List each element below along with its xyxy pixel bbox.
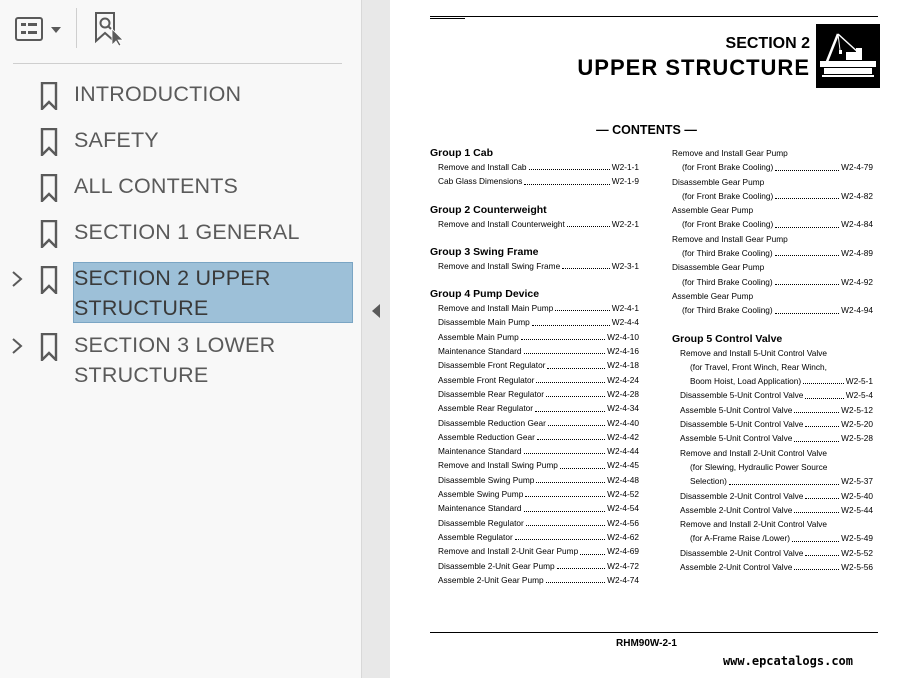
entry-title: Disassemble Main Pump [438, 317, 530, 328]
contents-entry[interactable] [672, 303, 873, 317]
entry-title: Assemble 5-Unit Control Valve [680, 404, 793, 415]
entry-page: W2-4-48 [607, 474, 639, 485]
entry-page: W2-4-10 [607, 331, 639, 342]
bookmark-label: SAFETY [74, 128, 159, 152]
bookmark-label-line2: STRUCTURE [74, 363, 209, 387]
contents-entry[interactable] [672, 175, 873, 189]
dot-leader [557, 559, 606, 569]
dot-leader [775, 189, 839, 199]
dot-leader [775, 246, 839, 256]
group-heading: Group 5 Control Valve [672, 332, 783, 345]
contents-entry[interactable] [430, 160, 639, 174]
entry-title: (for Travel, Front Winch, Rear Winch, [690, 361, 827, 372]
contents-entry[interactable] [430, 358, 639, 372]
dot-leader [548, 416, 605, 426]
section-number: SECTION 2 [725, 35, 810, 52]
contents-entry[interactable] [672, 388, 873, 402]
contents-entry[interactable] [430, 444, 639, 458]
entry-title: Disassemble 2-Unit Control Valve [680, 547, 804, 558]
contents-entry[interactable] [672, 446, 873, 460]
entry-page: W2-4-54 [607, 503, 639, 514]
entry-page: W2-5-40 [841, 490, 873, 501]
entry-title: Assemble Gear Pump [672, 205, 754, 216]
entry-title: Assemble 2-Unit Control Valve [680, 562, 793, 573]
dot-leader [805, 417, 839, 427]
bookmark-icon [40, 333, 58, 361]
entry-title: Maintenance Standard [438, 346, 522, 357]
contents-entry[interactable] [672, 431, 873, 445]
entry-title: Remove and Install Counterweight [438, 218, 565, 229]
dot-leader [803, 374, 844, 384]
dot-leader [526, 516, 605, 526]
entry-page: W2-4-79 [841, 162, 873, 173]
entry-title: (for Third Brake Cooling) [682, 248, 773, 259]
bookmark-section-1-general[interactable] [0, 217, 362, 249]
entry-title: (for Third Brake Cooling) [682, 276, 773, 287]
bookmark-icon [40, 220, 58, 248]
entry-title: Remove and Install 2-Unit Control Valve [680, 447, 827, 458]
dot-leader [546, 387, 605, 397]
dot-leader [805, 388, 843, 398]
contents-entry[interactable] [672, 546, 873, 560]
contents-entry[interactable] [430, 217, 639, 231]
entry-page: W2-1-1 [611, 162, 639, 172]
contents-right-column [672, 146, 873, 574]
dot-leader [775, 275, 839, 285]
list-options-icon [14, 15, 64, 45]
contents-entry[interactable] [430, 330, 639, 344]
entry-page: W2-4-89 [841, 248, 873, 259]
entry-page: W2-5-49 [841, 533, 873, 544]
dot-leader [524, 444, 606, 454]
toolbar-separator [76, 8, 77, 48]
entry-page: W2-4-92 [841, 276, 873, 287]
group-heading: Group 1 Cab [430, 147, 494, 159]
group-gap [430, 273, 639, 287]
bookmarks-toolbar [0, 0, 362, 60]
bookmark-label-line2: STRUCTURE [74, 296, 209, 320]
contents-entry[interactable] [672, 360, 873, 374]
dot-leader [524, 174, 609, 184]
entry-page: W2-5-52 [841, 547, 873, 558]
group-heading: Group 4 Pump Device [430, 288, 540, 301]
entry-title: Disassemble Front Regulator [438, 360, 546, 371]
contents-entry[interactable] [672, 346, 873, 360]
header-rule [430, 16, 878, 17]
group-gap [672, 318, 873, 332]
entry-title: Remove and Install Main Pump [438, 303, 554, 314]
dot-leader [562, 259, 610, 269]
entry-title: Remove and Install Gear Pump [672, 233, 788, 244]
contents-entry[interactable] [430, 501, 639, 515]
contents-entry[interactable] [430, 516, 639, 530]
contents-entry[interactable] [430, 473, 639, 487]
entry-page: W2-4-94 [841, 305, 873, 316]
bookmark-safety[interactable] [0, 125, 362, 157]
dot-leader [525, 487, 605, 497]
toolbar-divider [13, 63, 342, 64]
entry-page: W2-4-24 [607, 374, 639, 385]
contents-entry[interactable] [672, 403, 873, 417]
entry-title: Assemble 5-Unit Control Valve [680, 433, 793, 444]
dot-leader [555, 301, 610, 311]
dot-leader [529, 160, 610, 170]
dot-leader [794, 431, 839, 441]
entry-page: W2-3-1 [611, 260, 639, 271]
panel-collapse-bar[interactable] [362, 0, 390, 678]
entry-title: Remove and Install Swing Pump [438, 460, 558, 471]
entry-title: Remove and Install Cab [438, 162, 527, 172]
entry-title: Remove and Install Gear Pump [672, 148, 788, 158]
bookmark-section-2-upper-structure[interactable] [0, 263, 362, 323]
contents-entry[interactable] [430, 315, 639, 329]
contents-entry[interactable] [672, 189, 873, 203]
entry-page: W2-5-28 [841, 433, 873, 444]
entry-page: W2-2-1 [611, 218, 639, 229]
bookmark-search-icon [92, 11, 126, 47]
entry-title: Remove and Install 5-Unit Control Valve [680, 347, 827, 358]
header-rule-short [430, 18, 465, 19]
bookmark-section-3-lower-structure[interactable] [0, 330, 362, 390]
entry-title: Disassemble Reduction Gear [438, 417, 546, 428]
entry-title: Disassemble Swing Pump [438, 474, 535, 485]
contents-entry[interactable] [672, 289, 873, 303]
entry-title: Selection) [690, 476, 727, 487]
contents-entry[interactable] [672, 146, 873, 160]
group-gap [430, 189, 639, 203]
bookmark-label: ALL CONTENTS [74, 174, 239, 198]
watermark-url: www.epcatalogs.com [722, 654, 853, 668]
dot-leader [794, 560, 839, 570]
entry-title: (for Front Brake Cooling) [682, 162, 774, 173]
entry-page: W2-4-42 [607, 431, 639, 442]
entry-title: Disassemble 5-Unit Control Valve [680, 419, 804, 430]
contents-entry[interactable] [430, 458, 639, 472]
entry-title: Disassemble 2-Unit Control Valve [680, 490, 804, 501]
bookmark-label-line1: SECTION 2 UPPER [74, 266, 271, 290]
dot-leader [537, 430, 605, 440]
chevron-right-icon[interactable] [10, 337, 24, 355]
entry-title: Assemble Reduction Gear [438, 431, 535, 442]
entry-title: (for Front Brake Cooling) [682, 190, 774, 201]
contents-entry[interactable] [430, 373, 639, 387]
entry-page: W2-4-40 [607, 417, 639, 428]
contents-entry[interactable] [430, 344, 639, 358]
entry-title: Disassemble Gear Pump [672, 262, 765, 273]
contents-entry[interactable] [430, 430, 639, 444]
document-page [390, 0, 903, 678]
bookmark-options-button[interactable] [14, 15, 64, 50]
dot-leader [775, 160, 839, 170]
contents-entry[interactable] [672, 417, 873, 431]
contents-entry[interactable] [430, 416, 639, 430]
contents-entry[interactable] [672, 232, 873, 246]
entry-title: Disassemble Rear Regulator [438, 388, 545, 399]
entry-page: W2-5-56 [841, 562, 873, 573]
entry-page: W2-4-45 [607, 460, 639, 471]
entry-page: W2-4-62 [607, 531, 639, 542]
contents-entry[interactable] [430, 559, 639, 573]
contents-entry[interactable] [672, 503, 873, 517]
contents-entry[interactable] [672, 460, 873, 474]
entry-page: W2-5-44 [841, 504, 873, 515]
entry-title: Cab Glass Dimensions [438, 176, 523, 187]
entry-title: (for Front Brake Cooling) [682, 219, 774, 230]
entry-title: Assemble Swing Pump [438, 489, 524, 500]
entry-page: W2-4-72 [607, 560, 639, 571]
dot-leader [547, 358, 605, 368]
dot-leader [794, 503, 839, 513]
bookmark-icon [40, 266, 58, 294]
entry-title: (for Slewing, Hydraulic Power Source [690, 461, 828, 472]
contents-entry[interactable] [672, 260, 873, 274]
entry-page: W2-5-12 [841, 404, 873, 415]
dot-leader [536, 473, 605, 483]
dot-leader [775, 217, 839, 227]
crane-icon [816, 24, 880, 88]
entry-title: Maintenance Standard [438, 503, 522, 514]
contents-heading: — CONTENTS — [596, 123, 697, 137]
entry-title: Assemble Regulator [438, 531, 513, 542]
entry-page: W2-4-1 [611, 303, 639, 314]
entry-page: W2-4-84 [841, 219, 873, 230]
bookmarks-panel [0, 0, 362, 678]
entry-page: W2-5-20 [841, 419, 873, 430]
entry-title: Assemble 2-Unit Control Valve [680, 504, 793, 515]
bookmark-all-contents[interactable] [0, 171, 362, 203]
bookmark-introduction[interactable] [0, 79, 362, 111]
contents-entry[interactable] [430, 487, 639, 501]
contents-entry[interactable] [672, 217, 873, 231]
bookmark-icon [40, 82, 58, 110]
entry-title: Remove and Install 2-Unit Gear Pump [438, 546, 579, 557]
entry-page: W2-4-34 [607, 403, 639, 414]
bookmark-label-line1: SECTION 3 LOWER [74, 333, 276, 357]
dot-leader [805, 489, 839, 499]
contents-entry[interactable] [672, 474, 873, 488]
contents-entry[interactable] [430, 573, 639, 587]
bookmark-label: SECTION 1 GENERAL [74, 220, 300, 244]
group-heading: Group 2 Counterweight [430, 203, 547, 216]
bookmark-icon [40, 128, 58, 156]
entry-title: Remove and Install Swing Frame [438, 260, 561, 271]
entry-title: Assemble Front Regulator [438, 374, 535, 385]
dot-leader [524, 501, 606, 511]
entry-page: W2-4-44 [607, 446, 639, 457]
dot-leader [546, 573, 606, 583]
contents-entry[interactable] [672, 560, 873, 574]
entry-title: Disassemble Regulator [438, 517, 524, 528]
dot-leader [536, 373, 605, 383]
entry-page: W2-4-28 [607, 388, 639, 399]
contents-entry[interactable] [430, 259, 639, 273]
contents-entry[interactable] [430, 544, 639, 558]
entry-page: W2-5-1 [845, 376, 873, 387]
dot-leader [729, 474, 839, 484]
entry-title: (for Third Brake Cooling) [682, 305, 773, 316]
entry-title: Assemble Rear Regulator [438, 403, 533, 414]
contents-entry[interactable] [672, 517, 873, 531]
entry-title: (for A-Frame Raise /Lower) [690, 533, 791, 544]
entry-title: Disassemble 2-Unit Gear Pump [438, 560, 555, 571]
dot-leader [794, 403, 839, 413]
crane-logo [816, 24, 880, 88]
entry-page: W2-4-69 [607, 546, 639, 557]
contents-entry[interactable] [672, 160, 873, 174]
entry-title: Assemble Main Pump [438, 331, 519, 342]
dot-leader [580, 544, 605, 554]
contents-entry[interactable] [672, 203, 873, 217]
entry-title: Disassemble 5-Unit Control Valve [680, 390, 804, 401]
entry-page: W2-5-37 [841, 476, 873, 487]
dot-leader [532, 315, 610, 325]
contents-entry[interactable] [430, 174, 639, 188]
bookmark-label: INTRODUCTION [74, 82, 242, 106]
entry-page: W2-5-4 [845, 390, 873, 401]
contents-entry[interactable] [672, 531, 873, 545]
entry-title: Remove and Install 2-Unit Control Valve [680, 519, 827, 530]
entry-page: W2-1-9 [611, 176, 639, 187]
section-title: UPPER STRUCTURE [577, 55, 810, 80]
find-current-bookmark-button[interactable] [92, 11, 126, 52]
bookmark-icon [40, 174, 58, 202]
dot-leader [775, 303, 839, 313]
dot-leader [521, 330, 605, 340]
entry-title: Maintenance Standard [438, 446, 522, 457]
entry-page: W2-4-56 [607, 517, 639, 528]
contents-entry[interactable] [672, 275, 873, 289]
contents-entry[interactable] [672, 374, 873, 388]
dot-leader [515, 530, 605, 540]
contents-entry[interactable] [430, 401, 639, 415]
dot-leader [524, 344, 606, 354]
entry-page: W2-4-52 [607, 489, 639, 500]
dot-leader [792, 531, 839, 541]
dot-leader [805, 546, 839, 556]
chevron-right-icon[interactable] [10, 270, 24, 288]
collapse-left-icon[interactable] [370, 303, 382, 319]
contents-entry[interactable] [672, 489, 873, 503]
entry-title: Assemble Gear Pump [672, 290, 754, 301]
entry-page: W2-4-18 [607, 360, 639, 371]
entry-page: W2-4-82 [841, 190, 873, 201]
contents-entry[interactable] [430, 301, 639, 315]
group-gap [430, 231, 639, 245]
entry-title: Disassemble Gear Pump [672, 176, 765, 187]
entry-page: W2-4-16 [607, 346, 639, 357]
entry-title: Boom Hoist, Load Application) [690, 376, 802, 387]
dot-leader [535, 401, 605, 411]
entry-title: Assemble 2-Unit Gear Pump [438, 574, 544, 585]
contents-entry[interactable] [430, 530, 639, 544]
dot-leader [567, 217, 610, 227]
entry-page: W2-4-4 [611, 317, 639, 328]
entry-page: W2-4-74 [607, 574, 639, 585]
group-heading: Group 3 Swing Frame [430, 245, 539, 258]
footer-rule [430, 632, 878, 633]
contents-entry[interactable] [672, 246, 873, 260]
contents-entry[interactable] [430, 387, 639, 401]
dot-leader [560, 458, 605, 468]
contents-left-column [430, 146, 639, 587]
page-footer-code: RHM90W-2-1 [616, 638, 677, 649]
